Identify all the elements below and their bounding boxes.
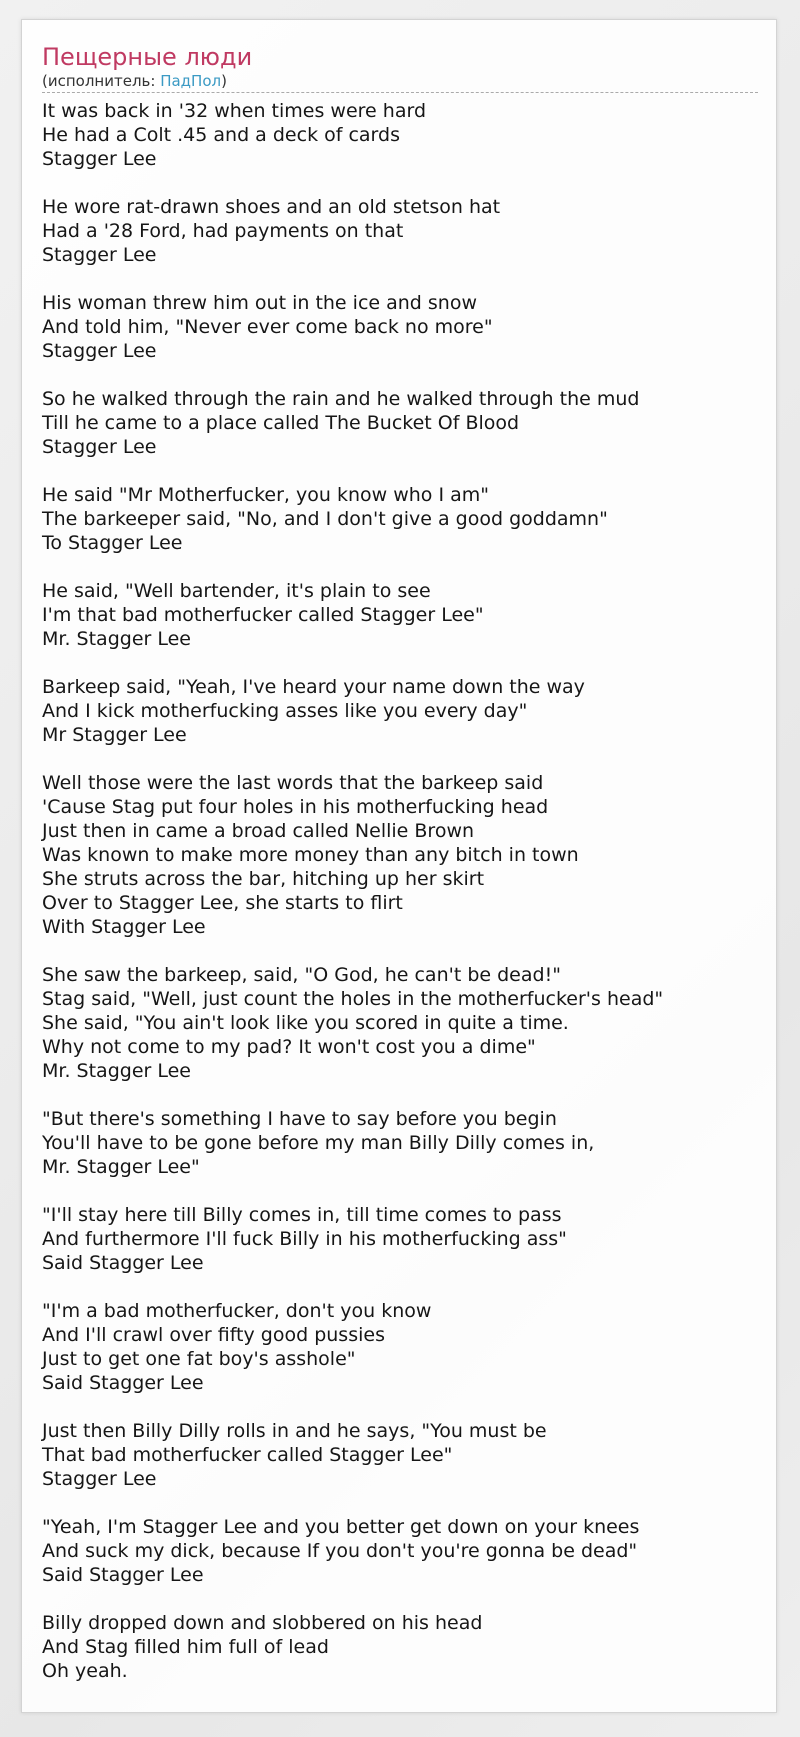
- lyrics-line: You'll have to be gone before my man Billy Dilly comes in,: [42, 1132, 595, 1154]
- lyrics-line: "I'm a bad motherfucker, don't you know: [42, 1300, 432, 1322]
- lyrics-line: And furthermore I'll fuck Billy in his motherfucking ass": [42, 1228, 567, 1250]
- lyrics-line: To Stagger Lee: [42, 532, 183, 554]
- lyrics-line: Billy dropped down and slobbered on his head: [42, 1612, 483, 1634]
- lyrics-line: Stagger Lee: [42, 436, 157, 458]
- lyrics-stanza: [42, 387, 762, 459]
- lyrics-line: Oh yeah.: [42, 1660, 128, 1682]
- lyrics-stanza: [42, 1107, 762, 1179]
- lyrics-line: Stagger Lee: [42, 340, 157, 362]
- lyrics-line: And I'll crawl over fifty good pussies: [42, 1324, 385, 1346]
- lyrics-line: Was known to make more money than any bitch in town: [42, 844, 579, 866]
- lyrics-line: He had a Colt .45 and a deck of cards: [42, 124, 400, 146]
- lyrics-line: And told him, "Never ever come back no more": [42, 316, 493, 338]
- song-header: [42, 42, 758, 93]
- lyrics-line: He wore rat-drawn shoes and an old stetson hat: [42, 196, 501, 218]
- lyrics-line: I'm that bad motherfucker called Stagger Lee": [42, 604, 484, 626]
- lyrics-stanza: [42, 1515, 762, 1587]
- artist-suffix: ): [221, 72, 227, 90]
- lyrics-line: Stagger Lee: [42, 1468, 157, 1490]
- lyrics-stanza: [42, 291, 762, 363]
- lyrics-line: So he walked through the rain and he walked through the mud: [42, 388, 640, 410]
- lyrics-line: She struts across the bar, hitching up her skirt: [42, 868, 485, 890]
- lyrics-line: Stagger Lee: [42, 148, 157, 170]
- artist-link[interactable]: ПадПол: [160, 72, 222, 90]
- lyrics-stanza: [42, 1299, 762, 1395]
- lyrics-stanza: [42, 483, 762, 555]
- lyrics-body: [42, 99, 762, 1683]
- lyrics-line: 'Cause Stag put four holes in his motherfucking head: [42, 796, 549, 818]
- lyrics-line: She saw the barkeep, said, "O God, he can't be dead!": [42, 964, 561, 986]
- lyrics-line: It was back in '32 when times were hard: [42, 100, 426, 122]
- lyrics-line: That bad motherfucker called Stagger Lee": [42, 1444, 453, 1466]
- lyrics-line: Till he came to a place called The Bucket Of Blood: [42, 412, 520, 434]
- lyrics-line: Mr. Stagger Lee: [42, 1060, 191, 1082]
- lyrics-line: And suck my dick, because If you don't you're gonna be dead": [42, 1540, 638, 1562]
- lyrics-line: Barkeep said, "Yeah, I've heard your name down the way: [42, 676, 585, 698]
- lyrics-line: Stag said, "Well, just count the holes in the motherfucker's head": [42, 988, 664, 1010]
- lyrics-line: Mr. Stagger Lee": [42, 1156, 200, 1178]
- lyrics-stanza: [42, 1419, 762, 1491]
- lyrics-line: Just then Billy Dilly rolls in and he says, "You must be: [42, 1420, 547, 1442]
- lyrics-stanza: [42, 579, 762, 651]
- lyrics-line: "I'll stay here till Billy comes in, till time comes to pass: [42, 1204, 562, 1226]
- lyrics-line: "But there's something I have to say before you begin: [42, 1108, 557, 1130]
- lyrics-line: Stagger Lee: [42, 244, 157, 266]
- lyrics-stanza: [42, 963, 762, 1083]
- lyrics-line: Mr Stagger Lee: [42, 724, 187, 746]
- lyrics-line: Just then in came a broad called Nellie Brown: [42, 820, 475, 842]
- lyrics-stanza: [42, 1611, 762, 1683]
- lyrics-line: Said Stagger Lee: [42, 1372, 204, 1394]
- lyrics-stanza: [42, 1203, 762, 1275]
- lyrics-stanza: [42, 675, 762, 747]
- lyrics-line: Had a '28 Ford, had payments on that: [42, 220, 404, 242]
- lyrics-line: Said Stagger Lee: [42, 1564, 204, 1586]
- lyrics-card: [21, 19, 777, 1713]
- lyrics-line: He said, "Well bartender, it's plain to see: [42, 580, 431, 602]
- lyrics-line: Why not come to my pad? It won't cost you a dime": [42, 1036, 536, 1058]
- song-title: Пещерные люди: [42, 43, 253, 71]
- lyrics-line: And I kick motherfucking asses like you every day": [42, 700, 528, 722]
- lyrics-stanza: [42, 195, 762, 267]
- artist-line: [42, 72, 758, 90]
- lyrics-line: Well those were the last words that the barkeep said: [42, 772, 544, 794]
- lyrics-line: He said "Mr Motherfucker, you know who I am": [42, 484, 489, 506]
- lyrics-stanza: [42, 771, 762, 939]
- lyrics-line: Mr. Stagger Lee: [42, 628, 191, 650]
- lyrics-line: Said Stagger Lee: [42, 1252, 204, 1274]
- lyrics-line: "Yeah, I'm Stagger Lee and you better get down on your knees: [42, 1516, 640, 1538]
- lyrics-line: And Stag filled him full of lead: [42, 1636, 329, 1658]
- lyrics-line: She said, "You ain't look like you scored in quite a time.: [42, 1012, 569, 1034]
- artist-prefix: (исполнитель:: [42, 72, 161, 90]
- lyrics-line: Over to Stagger Lee, she starts to flirt: [42, 892, 403, 914]
- lyrics-line: Just to get one fat boy's asshole": [42, 1348, 356, 1370]
- lyrics-stanza: [42, 99, 762, 171]
- lyrics-line: His woman threw him out in the ice and snow: [42, 292, 478, 314]
- lyrics-line: The barkeeper said, "No, and I don't give a good goddamn": [42, 508, 608, 530]
- lyrics-line: With Stagger Lee: [42, 916, 206, 938]
